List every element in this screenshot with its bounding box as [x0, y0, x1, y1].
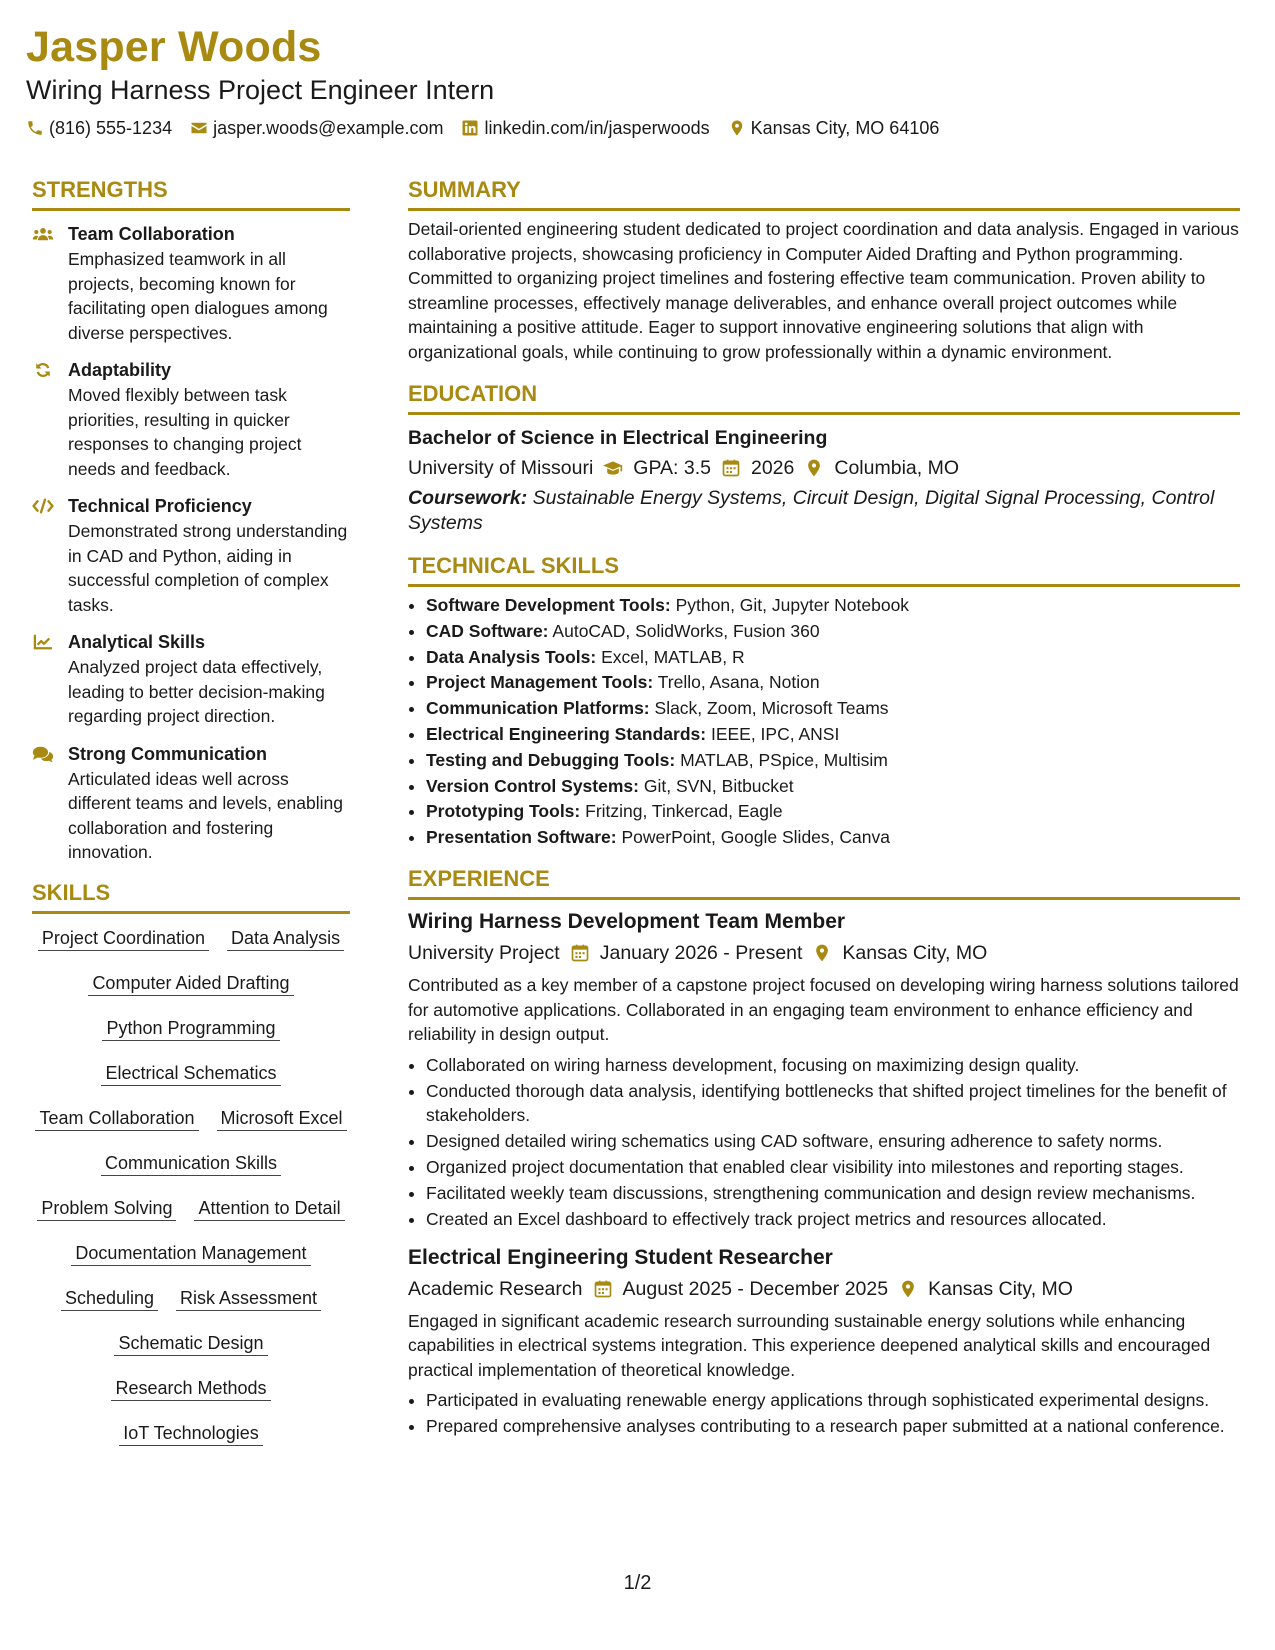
- resume-header: [26, 20, 1226, 140]
- strength-title: Strong Communication: [68, 743, 267, 764]
- skill-tag: Microsoft Excel: [217, 1106, 347, 1131]
- technical-skills-heading: TECHNICAL SKILLS: [408, 552, 1240, 587]
- code-icon: [32, 493, 58, 617]
- skill-values: Slack, Zoom, Microsoft Teams: [654, 698, 889, 719]
- job-dates: August 2025 - December 2025: [622, 1277, 889, 1300]
- list-item: [426, 748, 1240, 772]
- skill-tag: IoT Technologies: [119, 1421, 262, 1446]
- skill-tag: Data Analysis: [227, 926, 344, 951]
- contact-location: [728, 116, 940, 140]
- job-dates: January 2026 - Present: [599, 942, 803, 965]
- strength-item: [32, 629, 350, 729]
- contact-email[interactable]: [190, 116, 443, 140]
- candidate-title: Wiring Harness Project Engineer Intern: [26, 75, 495, 105]
- skill-tag: Documentation Management: [71, 1241, 310, 1266]
- map-marker-icon: [812, 943, 832, 963]
- left-column: [32, 176, 350, 1446]
- list-item: • Facilitated weekly team discussions, strengthening communication and design review mechanisms.: [426, 1181, 1240, 1206]
- phone-text: (816) 555-1234: [49, 118, 173, 138]
- list-item: • Organized project documentation that enabled clear visibility into milestones and reporting stages.: [426, 1155, 1240, 1180]
- location-text: Kansas City, MO 64106: [750, 118, 940, 138]
- right-column: [408, 176, 1240, 1440]
- list-item: [426, 619, 1240, 643]
- skill-values: PowerPoint, Google Slides, Canva: [621, 827, 890, 848]
- page-number: 1/2: [623, 1572, 652, 1594]
- summary-text: Detail-oriented engineering student dedicated to project coordination and data analysis. Engaged in various collaborative projects, showcasing proficiency in Computer Aided Drafting and Python programming. Committed to organizing project timelines and fostering effective team communication. Proven ability to streamline processes, effectively manage deliverables, and enhance overall project outcomes while maintaining a positive attitude. Eager to support innovative engineering solutions that align with organizational goals, while continuing to grow professionally within a dynamic environment.: [408, 219, 1239, 362]
- degree-title: Bachelor of Science in Electrical Engineering: [408, 427, 828, 449]
- job-location: Kansas City, MO: [842, 942, 988, 965]
- skill-category: Prototyping Tools:: [426, 801, 581, 822]
- skill-category: Data Analysis Tools:: [426, 646, 597, 667]
- coursework-list: Sustainable Energy Systems, Circuit Design, Digital Signal Processing, Control Systems: [408, 487, 1215, 534]
- linkedin-icon: [461, 119, 479, 137]
- list-item: [426, 670, 1240, 694]
- job-org: Academic Research: [408, 1277, 583, 1300]
- skill-tag: Project Coordination: [38, 926, 209, 951]
- map-marker-icon: [728, 119, 746, 137]
- strength-title: Team Collaboration: [68, 224, 235, 244]
- skill-values: AutoCAD, SolidWorks, Fusion 360: [552, 620, 820, 641]
- linkedin-link[interactable]: linkedin.com/in/jasperwoods: [484, 118, 710, 138]
- job-location: Kansas City, MO: [928, 1277, 1073, 1300]
- skill-tag: Research Methods: [111, 1376, 270, 1401]
- calendar-icon: [570, 943, 590, 963]
- education-meta: [408, 454, 1240, 482]
- email-link[interactable]: jasper.woods@example.com: [213, 118, 444, 138]
- strengths-list: [32, 221, 350, 865]
- job-bullets: [408, 1053, 1240, 1232]
- technical-skills-list: [408, 593, 1240, 849]
- skill-tag: Scheduling: [61, 1286, 158, 1311]
- gpa-text: GPA: 3.5: [633, 457, 711, 479]
- contact-phone: [26, 116, 172, 140]
- school-location: Columbia, MO: [834, 457, 959, 479]
- map-marker-icon: [804, 458, 824, 478]
- strength-item: [32, 741, 350, 865]
- list-item: [426, 825, 1240, 849]
- users-icon: [32, 221, 58, 345]
- contact-linkedin[interactable]: [461, 116, 709, 140]
- strength-title: Adaptability: [68, 360, 172, 380]
- strength-item: [32, 221, 350, 345]
- strength-item: [32, 493, 350, 617]
- skill-values: IEEE, IPC, ANSI: [710, 723, 840, 744]
- list-item: [426, 799, 1240, 823]
- job-meta: [408, 939, 1240, 967]
- skill-values: Git, SVN, Bitbucket: [643, 775, 794, 796]
- skill-tag: Attention to Detail: [194, 1196, 344, 1221]
- list-item: • Conducted thorough data analysis, identifying bottlenecks that shifted project timelines for the benefit of stakeholders.: [426, 1079, 1240, 1128]
- job-description: Contributed as a key member of a capstone project focused on developing wiring harness solutions tailored for automotive applications. Collaborated in an engaging team environment to enhance efficiency and reliability in design output.: [408, 975, 1239, 1045]
- skill-category: Software Development Tools:: [426, 595, 671, 615]
- skill-tag: Risk Assessment: [176, 1286, 321, 1311]
- school-name: University of Missouri: [408, 457, 594, 479]
- graduation-cap-icon: [603, 458, 623, 478]
- calendar-icon: [593, 1279, 613, 1299]
- skill-category: Electrical Engineering Standards:: [426, 723, 707, 744]
- list-item: • Collaborated on wiring harness development, focusing on maximizing design quality.: [426, 1053, 1240, 1078]
- skill-category: Presentation Software:: [426, 827, 617, 848]
- list-item: • Created an Excel dashboard to effectively track project metrics and resources allocated.: [426, 1207, 1240, 1232]
- experience-heading: EXPERIENCE: [408, 865, 1240, 900]
- coursework: [408, 486, 1240, 536]
- skill-tag: Schematic Design: [114, 1331, 267, 1356]
- job-description: Engaged in significant academic research surrounding sustainable energy solutions while enhancing capabilities in electrical systems integration. This experience deepened analytical skills and encouraged practical implementation of theoretical knowledge.: [408, 1310, 1211, 1380]
- skill-values: Trello, Asana, Notion: [657, 672, 820, 693]
- list-item: [426, 696, 1240, 720]
- phone-icon: [26, 119, 44, 137]
- skill-category: Version Control Systems:: [426, 775, 639, 796]
- strength-item: [32, 357, 350, 481]
- chart-line-icon: [32, 629, 58, 729]
- job-bullets: [408, 1388, 1240, 1439]
- strength-title: Technical Proficiency: [68, 496, 252, 516]
- skill-category: Communication Platforms:: [426, 698, 650, 719]
- education-heading: EDUCATION: [408, 380, 1240, 415]
- calendar-icon: [721, 458, 741, 478]
- strength-desc: Analyzed project data effectively, leading to better decision-making regarding project direction.: [68, 657, 325, 726]
- skill-values: MATLAB, PSpice, Multisim: [680, 749, 888, 770]
- skill-tag: Team Collaboration: [35, 1106, 198, 1131]
- job-meta: [408, 1275, 1240, 1303]
- skill-tag: Python Programming: [102, 1016, 279, 1041]
- job-title: Electrical Engineering Student Researcher: [408, 1245, 833, 1269]
- skills-list: [32, 926, 350, 1446]
- map-marker-icon: [898, 1279, 918, 1299]
- job-entry: [408, 908, 1240, 1232]
- skill-tag: Problem Solving: [37, 1196, 176, 1221]
- skill-category: CAD Software:: [426, 620, 549, 641]
- job-org: University Project: [408, 942, 560, 965]
- contact-bar: [26, 116, 1226, 140]
- strength-desc: Demonstrated strong understanding in CAD and Python, aiding in successful completion of complex tasks.: [68, 521, 348, 615]
- list-item: [426, 722, 1240, 746]
- strength-desc: Emphasized teamwork in all projects, becoming known for facilitating open dialogues among diverse perspectives.: [68, 249, 328, 343]
- strengths-heading: STRENGTHS: [32, 176, 350, 211]
- list-item: • Prepared comprehensive analyses contributing to a research paper submitted at a national conference.: [426, 1414, 1240, 1439]
- list-item: [426, 645, 1240, 669]
- graduation-year: 2026: [750, 457, 795, 479]
- list-item: [426, 774, 1240, 798]
- skill-tag: Computer Aided Drafting: [88, 971, 293, 996]
- job-title: Wiring Harness Development Team Member: [408, 910, 846, 934]
- strength-desc: Articulated ideas well across different teams and levels, enabling collaboration and fostering innovation.: [68, 768, 343, 862]
- skill-tag: Electrical Schematics: [101, 1061, 280, 1086]
- candidate-name: Jasper Woods: [26, 23, 322, 71]
- skill-values: Excel, MATLAB, R: [601, 646, 745, 667]
- skill-category: Testing and Debugging Tools:: [426, 749, 676, 770]
- list-item: • Participated in evaluating renewable energy applications through sophisticated experimental designs.: [426, 1388, 1240, 1413]
- envelope-icon: [190, 119, 208, 137]
- summary-heading: SUMMARY: [408, 176, 1240, 211]
- strength-title: Analytical Skills: [68, 632, 206, 652]
- comments-icon: [32, 741, 58, 865]
- list-item: [426, 593, 1240, 617]
- skill-category: Project Management Tools:: [426, 672, 654, 693]
- coursework-label: Coursework:: [408, 487, 528, 509]
- strength-desc: Moved flexibly between task priorities, resulting in quicker responses to changing project needs and feedback.: [68, 385, 302, 479]
- skill-values: Python, Git, Jupyter Notebook: [675, 595, 910, 615]
- skills-heading: SKILLS: [32, 879, 350, 914]
- sync-icon: [32, 357, 58, 481]
- job-entry: [408, 1244, 1240, 1439]
- skill-tag: Communication Skills: [101, 1151, 281, 1176]
- list-item: • Designed detailed wiring schematics using CAD software, ensuring adherence to safety norms.: [426, 1129, 1240, 1154]
- skill-values: Fritzing, Tinkercad, Eagle: [585, 801, 783, 822]
